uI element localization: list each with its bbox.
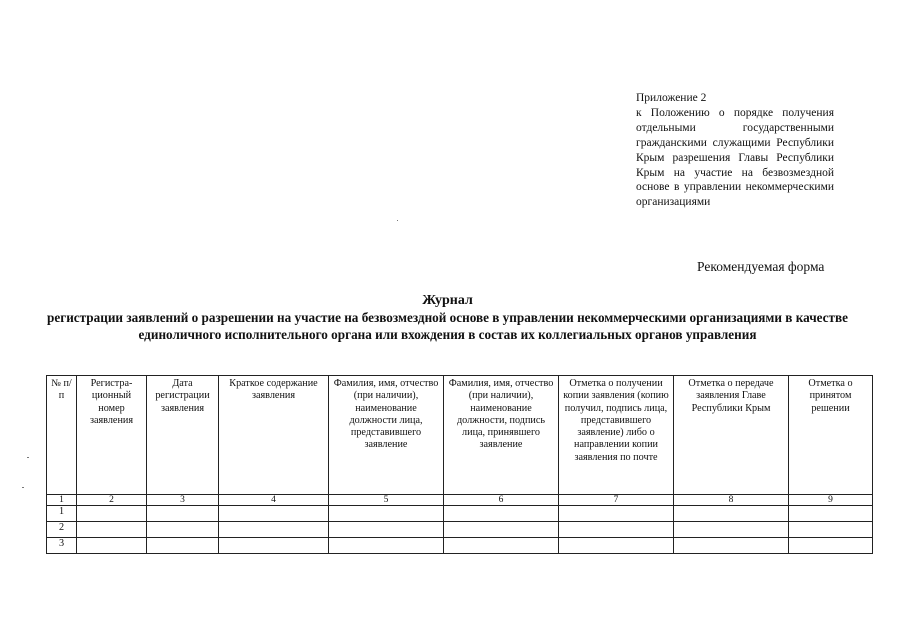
column-header: Регистра-ционный номер заявления [77, 376, 147, 495]
row-number: 1 [47, 506, 77, 522]
table-cell [559, 522, 674, 538]
table-cell [147, 522, 219, 538]
table-cell [219, 506, 329, 522]
table-cell [674, 538, 789, 554]
journal-title: Журнал [422, 293, 473, 308]
table-cell [329, 506, 444, 522]
table-cell [77, 522, 147, 538]
column-number: 1 [47, 495, 77, 506]
column-number: 9 [789, 495, 873, 506]
column-number: 6 [444, 495, 559, 506]
appendix-title: Приложение 2 [636, 92, 707, 104]
table-row [47, 538, 873, 554]
table-cell [329, 538, 444, 554]
column-header: Фамилия, имя, отчество (при наличии), наименование должности, подпись лица, принявшего заявление [444, 376, 559, 495]
table-header-row [47, 376, 873, 495]
journal-table [46, 375, 873, 554]
table-cell [219, 522, 329, 538]
journal-heading [40, 292, 855, 343]
table-row [47, 522, 873, 538]
column-number: 3 [147, 495, 219, 506]
table-cell [674, 522, 789, 538]
column-header: Отметка о получении копии заявления (копию получил, подпись лица, представившего заявление) либо о направлении копии заявления по почте [559, 376, 674, 495]
row-number: 3 [47, 538, 77, 554]
table-cell [147, 506, 219, 522]
table-cell [329, 522, 444, 538]
table-cell [789, 506, 873, 522]
column-header: Отметка о принятом решении [789, 376, 873, 495]
table-cell [77, 538, 147, 554]
journal-subtitle: регистрации заявлений о разрешении на участие на безвозмездной основе в управлении некоммерческими организациями в качестве единоличного исполнительного органа или вхождения в состав их коллегиальных органов управления [47, 310, 848, 342]
table-cell [674, 506, 789, 522]
table-cell [444, 506, 559, 522]
table-cell [444, 538, 559, 554]
column-number: 7 [559, 495, 674, 506]
column-number: 2 [77, 495, 147, 506]
column-number-row [47, 495, 873, 506]
appendix-body: к Положению о порядке получения отдельными государственными гражданскими служащими Республики Крым разрешения Главы Республики Крым на участие на безвозмездной основе в управлении некоммерческими организациями [636, 106, 834, 209]
column-header: Отметка о передаче заявления Главе Республики Крым [674, 376, 789, 495]
table-cell [559, 506, 674, 522]
recommended-form-label: Рекомендуемая форма [697, 259, 825, 274]
column-number: 5 [329, 495, 444, 506]
column-header: Дата регистрации заявления [147, 376, 219, 495]
table-cell [77, 506, 147, 522]
column-header: Фамилия, имя, отчество (при наличии), наименование должности лица, представившего заявление [329, 376, 444, 495]
scan-speck [22, 487, 24, 488]
column-header: № п/п [47, 376, 77, 495]
scan-speck [27, 457, 29, 458]
table-cell [219, 538, 329, 554]
table-cell [789, 538, 873, 554]
table-cell [789, 522, 873, 538]
table-row [47, 506, 873, 522]
column-header: Краткое содержание заявления [219, 376, 329, 495]
column-number: 4 [219, 495, 329, 506]
table-cell [444, 522, 559, 538]
column-number: 8 [674, 495, 789, 506]
appendix-note [636, 91, 834, 210]
table-cell [559, 538, 674, 554]
row-number: 2 [47, 522, 77, 538]
scan-speck [397, 220, 398, 221]
table-cell [147, 538, 219, 554]
